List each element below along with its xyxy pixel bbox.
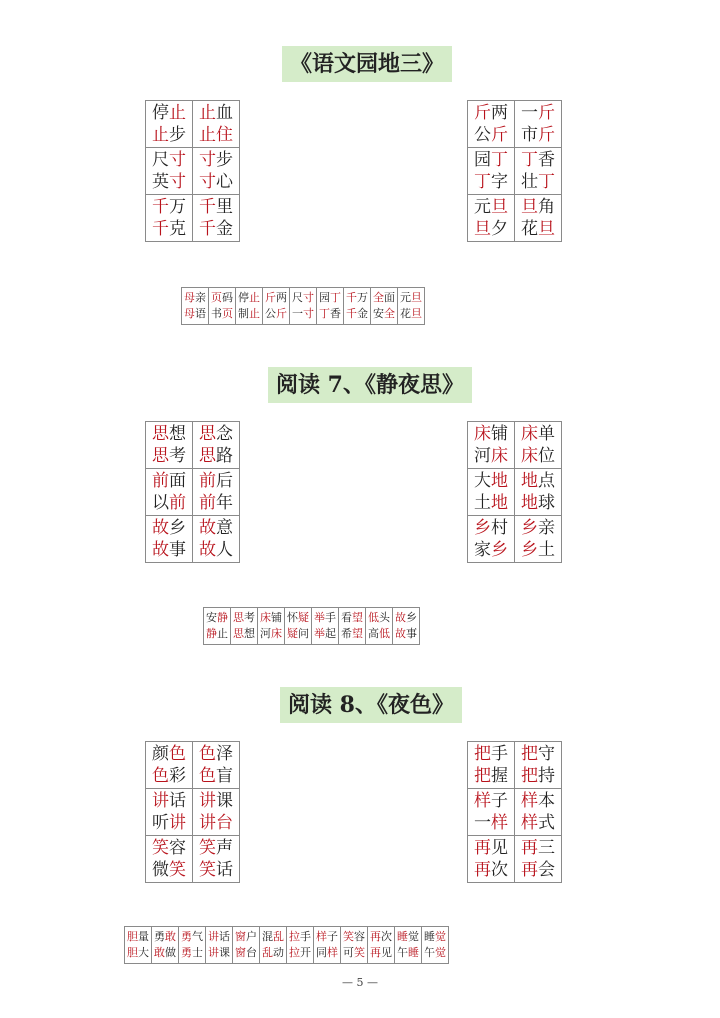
word: 样本 — [521, 791, 555, 811]
word: 故事 — [395, 627, 417, 640]
word: 制止 — [238, 307, 260, 320]
word-pair-cell — [193, 101, 240, 148]
word-pair-cell — [258, 608, 285, 645]
grid-row — [468, 836, 562, 883]
word: 拉手 — [289, 930, 311, 943]
grid-row — [468, 469, 562, 516]
word-strip-3 — [124, 926, 449, 964]
word: 笑容 — [343, 930, 365, 943]
word: 故意 — [199, 518, 233, 538]
word: 微笑 — [152, 860, 186, 880]
word: 母语 — [184, 307, 206, 320]
word-pair-cell — [368, 927, 395, 964]
word: 再次 — [474, 860, 508, 880]
word: 可笑 — [343, 946, 365, 959]
word-pair-cell — [515, 195, 562, 242]
word: 一斤 — [521, 103, 555, 123]
word-pair-cell — [206, 927, 233, 964]
grid-row — [468, 516, 562, 563]
word: 窗户 — [235, 930, 257, 943]
word-pair-cell — [287, 927, 314, 964]
grid-row — [146, 148, 240, 195]
word: 千万 — [346, 291, 368, 304]
word-grid-right-3 — [467, 741, 562, 883]
word-grid-left-1 — [145, 100, 240, 242]
word: 低头 — [368, 611, 390, 624]
word-pair-cell — [393, 608, 420, 645]
word: 高低 — [368, 627, 390, 640]
word-pair-cell — [193, 789, 240, 836]
word-pair-cell — [179, 927, 206, 964]
grid-row — [468, 148, 562, 195]
word-pair-cell — [236, 288, 263, 325]
grid-row — [146, 516, 240, 563]
word-pair-cell — [146, 742, 193, 789]
word: 土地 — [474, 493, 508, 513]
word-pair-cell — [468, 742, 515, 789]
word-strip-2 — [203, 607, 420, 645]
word: 混乱 — [262, 930, 284, 943]
word: 再会 — [521, 860, 555, 880]
word: 前年 — [199, 493, 233, 513]
word: 千万 — [152, 197, 186, 217]
word: 公斤 — [474, 125, 508, 145]
word: 止血 — [199, 103, 233, 123]
word: 窗台 — [235, 946, 257, 959]
word-pair-cell — [341, 927, 368, 964]
word: 勇敢 — [154, 930, 176, 943]
word-pair-cell — [260, 927, 287, 964]
word: 胆大 — [127, 946, 149, 959]
grid-row — [146, 469, 240, 516]
word-pair-cell — [146, 836, 193, 883]
word: 止住 — [199, 125, 233, 145]
word: 斤两 — [474, 103, 508, 123]
word-pair-cell — [146, 789, 193, 836]
word-pair-cell — [371, 288, 398, 325]
word: 笑容 — [152, 838, 186, 858]
word: 思念 — [199, 424, 233, 444]
word: 床铺 — [474, 424, 508, 444]
word-pair-cell — [182, 288, 209, 325]
word: 市斤 — [521, 125, 555, 145]
word: 勇气 — [181, 930, 203, 943]
word-pair-cell — [204, 608, 231, 645]
word-pair-cell — [146, 469, 193, 516]
word: 笑声 — [199, 838, 233, 858]
word-pair-cell — [515, 101, 562, 148]
word: 一样 — [474, 813, 508, 833]
word: 讲话 — [208, 930, 230, 943]
word: 斤两 — [265, 291, 287, 304]
word-grid-left-3 — [145, 741, 240, 883]
word: 一寸 — [292, 307, 314, 320]
word: 地点 — [521, 471, 555, 491]
word: 旦夕 — [474, 219, 508, 239]
grid-row — [146, 836, 240, 883]
word: 大地 — [474, 471, 508, 491]
word: 故乡 — [395, 611, 417, 624]
word-pair-cell — [515, 516, 562, 563]
word-pair-cell — [344, 288, 371, 325]
grid-row — [146, 101, 240, 148]
word-pair-cell — [395, 927, 422, 964]
strip-row — [182, 288, 425, 325]
section-title-1: 《语文园地三》 — [282, 46, 452, 82]
word-pair-cell — [209, 288, 236, 325]
word: 花旦 — [521, 219, 555, 239]
word: 母亲 — [184, 291, 206, 304]
word: 思想 — [152, 424, 186, 444]
word: 丁字 — [474, 172, 508, 192]
word: 色盲 — [199, 766, 233, 786]
word: 样子 — [474, 791, 508, 811]
word-pair-cell — [515, 742, 562, 789]
word: 再次 — [370, 930, 392, 943]
word: 止步 — [152, 125, 186, 145]
word-pair-cell — [193, 422, 240, 469]
word: 前后 — [199, 471, 233, 491]
word: 床单 — [521, 424, 555, 444]
word: 把手 — [474, 744, 508, 764]
word: 花旦 — [400, 307, 422, 320]
grid-row — [468, 101, 562, 148]
grid-row — [146, 195, 240, 242]
strip-row — [125, 927, 449, 964]
word: 再见 — [370, 946, 392, 959]
word: 敢做 — [154, 946, 176, 959]
word-grid-right-2 — [467, 421, 562, 563]
word-grid-left-2 — [145, 421, 240, 563]
word-pair-cell — [146, 101, 193, 148]
word: 再三 — [521, 838, 555, 858]
word: 看望 — [341, 611, 363, 624]
word: 元旦 — [400, 291, 422, 304]
word-pair-cell — [233, 927, 260, 964]
word: 讲课 — [199, 791, 233, 811]
word-pair-cell — [515, 422, 562, 469]
word: 勇士 — [181, 946, 203, 959]
word: 静止 — [206, 627, 228, 640]
word-pair-cell — [468, 789, 515, 836]
word-pair-cell — [314, 927, 341, 964]
word: 壮丁 — [521, 172, 555, 192]
word: 河床 — [474, 446, 508, 466]
word-pair-cell — [152, 927, 179, 964]
word: 乡土 — [521, 540, 555, 560]
word-pair-cell — [468, 101, 515, 148]
word: 全面 — [373, 291, 395, 304]
word: 书页 — [211, 307, 233, 320]
word: 睡觉 — [424, 930, 446, 943]
word: 床位 — [521, 446, 555, 466]
grid-row — [468, 742, 562, 789]
grid-row — [468, 195, 562, 242]
word-pair-cell — [125, 927, 152, 964]
word-pair-cell — [366, 608, 393, 645]
word: 听讲 — [152, 813, 186, 833]
word-pair-cell — [146, 148, 193, 195]
word: 以前 — [152, 493, 186, 513]
word: 停止 — [152, 103, 186, 123]
word-pair-cell — [193, 469, 240, 516]
grid-row — [146, 742, 240, 789]
word: 园丁 — [474, 150, 508, 170]
word: 思路 — [199, 446, 233, 466]
word: 希望 — [341, 627, 363, 640]
word: 安全 — [373, 307, 395, 320]
word: 讲话 — [152, 791, 186, 811]
page-number: — 5 — — [342, 976, 378, 989]
word: 停止 — [238, 291, 260, 304]
word: 同样 — [316, 946, 338, 959]
word: 千里 — [199, 197, 233, 217]
word: 故事 — [152, 540, 186, 560]
word: 前面 — [152, 471, 186, 491]
word-pair-cell — [468, 422, 515, 469]
word-pair-cell — [339, 608, 366, 645]
word-pair-cell — [146, 516, 193, 563]
word: 拉开 — [289, 946, 311, 959]
grid-row — [468, 789, 562, 836]
strip-row — [204, 608, 420, 645]
word: 千克 — [152, 219, 186, 239]
word-pair-cell — [193, 742, 240, 789]
word-strip-1 — [181, 287, 425, 325]
word: 寸心 — [199, 172, 233, 192]
word-pair-cell — [193, 195, 240, 242]
word-pair-cell — [422, 927, 449, 964]
word: 公斤 — [265, 307, 287, 320]
word: 安静 — [206, 611, 228, 624]
word-pair-cell — [515, 469, 562, 516]
word: 园丁 — [319, 291, 341, 304]
word: 疑问 — [287, 627, 309, 640]
word: 元旦 — [474, 197, 508, 217]
word-pair-cell — [193, 516, 240, 563]
word: 乡亲 — [521, 518, 555, 538]
word-pair-cell — [231, 608, 258, 645]
word: 讲课 — [208, 946, 230, 959]
word: 把握 — [474, 766, 508, 786]
word: 思考 — [152, 446, 186, 466]
grid-row — [146, 422, 240, 469]
word: 千金 — [199, 219, 233, 239]
word: 举手 — [314, 611, 336, 624]
word: 颜色 — [152, 744, 186, 764]
word: 怀疑 — [287, 611, 309, 624]
word: 家乡 — [474, 540, 508, 560]
word: 午睡 — [397, 946, 419, 959]
section-title-2: 阅读 7、《静夜思》 — [268, 367, 472, 403]
word: 样式 — [521, 813, 555, 833]
word: 把守 — [521, 744, 555, 764]
word: 思想 — [233, 627, 255, 640]
word: 讲台 — [199, 813, 233, 833]
word: 把持 — [521, 766, 555, 786]
word-pair-cell — [146, 422, 193, 469]
word: 旦角 — [521, 197, 555, 217]
word-pair-cell — [468, 195, 515, 242]
grid-row — [146, 789, 240, 836]
word: 丁香 — [521, 150, 555, 170]
word-pair-cell — [317, 288, 344, 325]
word: 床铺 — [260, 611, 282, 624]
word: 乡村 — [474, 518, 508, 538]
word-pair-cell — [146, 195, 193, 242]
word: 笑话 — [199, 860, 233, 880]
word: 样子 — [316, 930, 338, 943]
word: 举起 — [314, 627, 336, 640]
word: 胆量 — [127, 930, 149, 943]
word-pair-cell — [398, 288, 425, 325]
word-pair-cell — [193, 148, 240, 195]
word-grid-right-1 — [467, 100, 562, 242]
word: 色泽 — [199, 744, 233, 764]
word: 午觉 — [424, 946, 446, 959]
word: 色彩 — [152, 766, 186, 786]
section-title-3: 阅读 8、《夜色》 — [280, 687, 462, 723]
word-pair-cell — [515, 148, 562, 195]
word-pair-cell — [468, 516, 515, 563]
grid-row — [468, 422, 562, 469]
word: 乱动 — [262, 946, 284, 959]
word-pair-cell — [285, 608, 312, 645]
word: 尺寸 — [292, 291, 314, 304]
word: 丁香 — [319, 307, 341, 320]
word: 河床 — [260, 627, 282, 640]
word-pair-cell — [515, 789, 562, 836]
word-pair-cell — [193, 836, 240, 883]
word: 地球 — [521, 493, 555, 513]
word: 英寸 — [152, 172, 186, 192]
word-pair-cell — [468, 148, 515, 195]
word-pair-cell — [312, 608, 339, 645]
word: 故乡 — [152, 518, 186, 538]
word: 再见 — [474, 838, 508, 858]
word: 尺寸 — [152, 150, 186, 170]
word: 故人 — [199, 540, 233, 560]
word: 睡觉 — [397, 930, 419, 943]
word-pair-cell — [468, 469, 515, 516]
word-pair-cell — [468, 836, 515, 883]
word-pair-cell — [263, 288, 290, 325]
word-pair-cell — [290, 288, 317, 325]
word: 寸步 — [199, 150, 233, 170]
word: 页码 — [211, 291, 233, 304]
word: 思考 — [233, 611, 255, 624]
word-pair-cell — [515, 836, 562, 883]
word: 千金 — [346, 307, 368, 320]
